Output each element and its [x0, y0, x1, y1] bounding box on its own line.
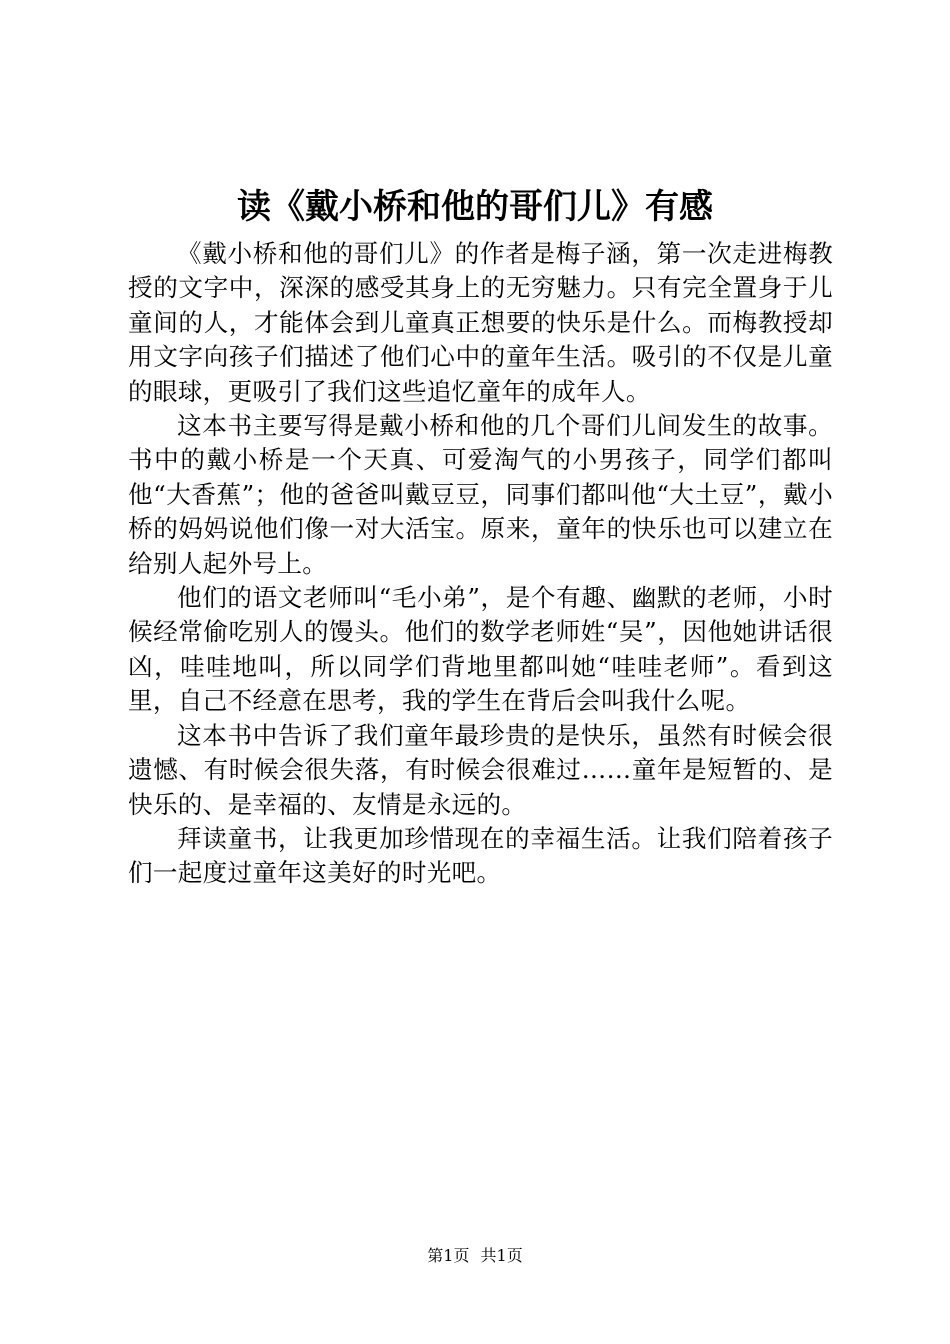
paragraph-3: 他们的语文老师叫“毛小弟”，是个有趣、幽默的老师，小时候经常偷吃别人的馒头。他们的数学老师姓“吴”，因他她讲话很凶，哇哇地叫，所以同学们背地里都叫她“哇哇老师”。看到这里，自己不经意在思考，我的学生在背后会叫我什么呢。	[128, 583, 833, 716]
paragraph-4: 这本书中告诉了我们童年最珍贵的是快乐，虽然有时候会很遗憾、有时候会很失落，有时候会很难过……童年是短暂的、是快乐的、是幸福的、友情是永远的。	[128, 720, 833, 819]
page-number-total: 共1页	[480, 1246, 523, 1265]
document-body	[128, 237, 833, 891]
document-title: 读《戴小桥和他的哥们儿》有感	[237, 187, 713, 227]
paragraph-5: 拜读童书，让我更加珍惜现在的幸福生活。让我们陪着孩子们一起度过童年这美好的时光吧。	[128, 823, 833, 888]
paragraph-1: 《戴小桥和他的哥们儿》的作者是梅子涵，第一次走进梅教授的文字中，深深的感受其身上的无穷魅力。只有完全置身于儿童间的人，才能体会到儿童真正想要的快乐是什么。而梅教授却用文字向孩子们描述了他们心中的童年生活。吸引的不仅是儿童的眼球，更吸引了我们这些追忆童年的成年人。	[128, 239, 833, 406]
page-footer	[0, 1246, 950, 1266]
paragraph-2: 这本书主要写得是戴小桥和他的几个哥们儿间发生的故事。书中的戴小桥是一个天真、可爱淘气的小男孩子，同学们都叫他“大香蕉”；他的爸爸叫戴豆豆，同事们都叫他“大土豆”，戴小桥的妈妈说他们像一对大活宝。原来，童年的快乐也可以建立在给别人起外号上。	[128, 411, 833, 578]
page-number-current: 第1页	[427, 1246, 470, 1265]
